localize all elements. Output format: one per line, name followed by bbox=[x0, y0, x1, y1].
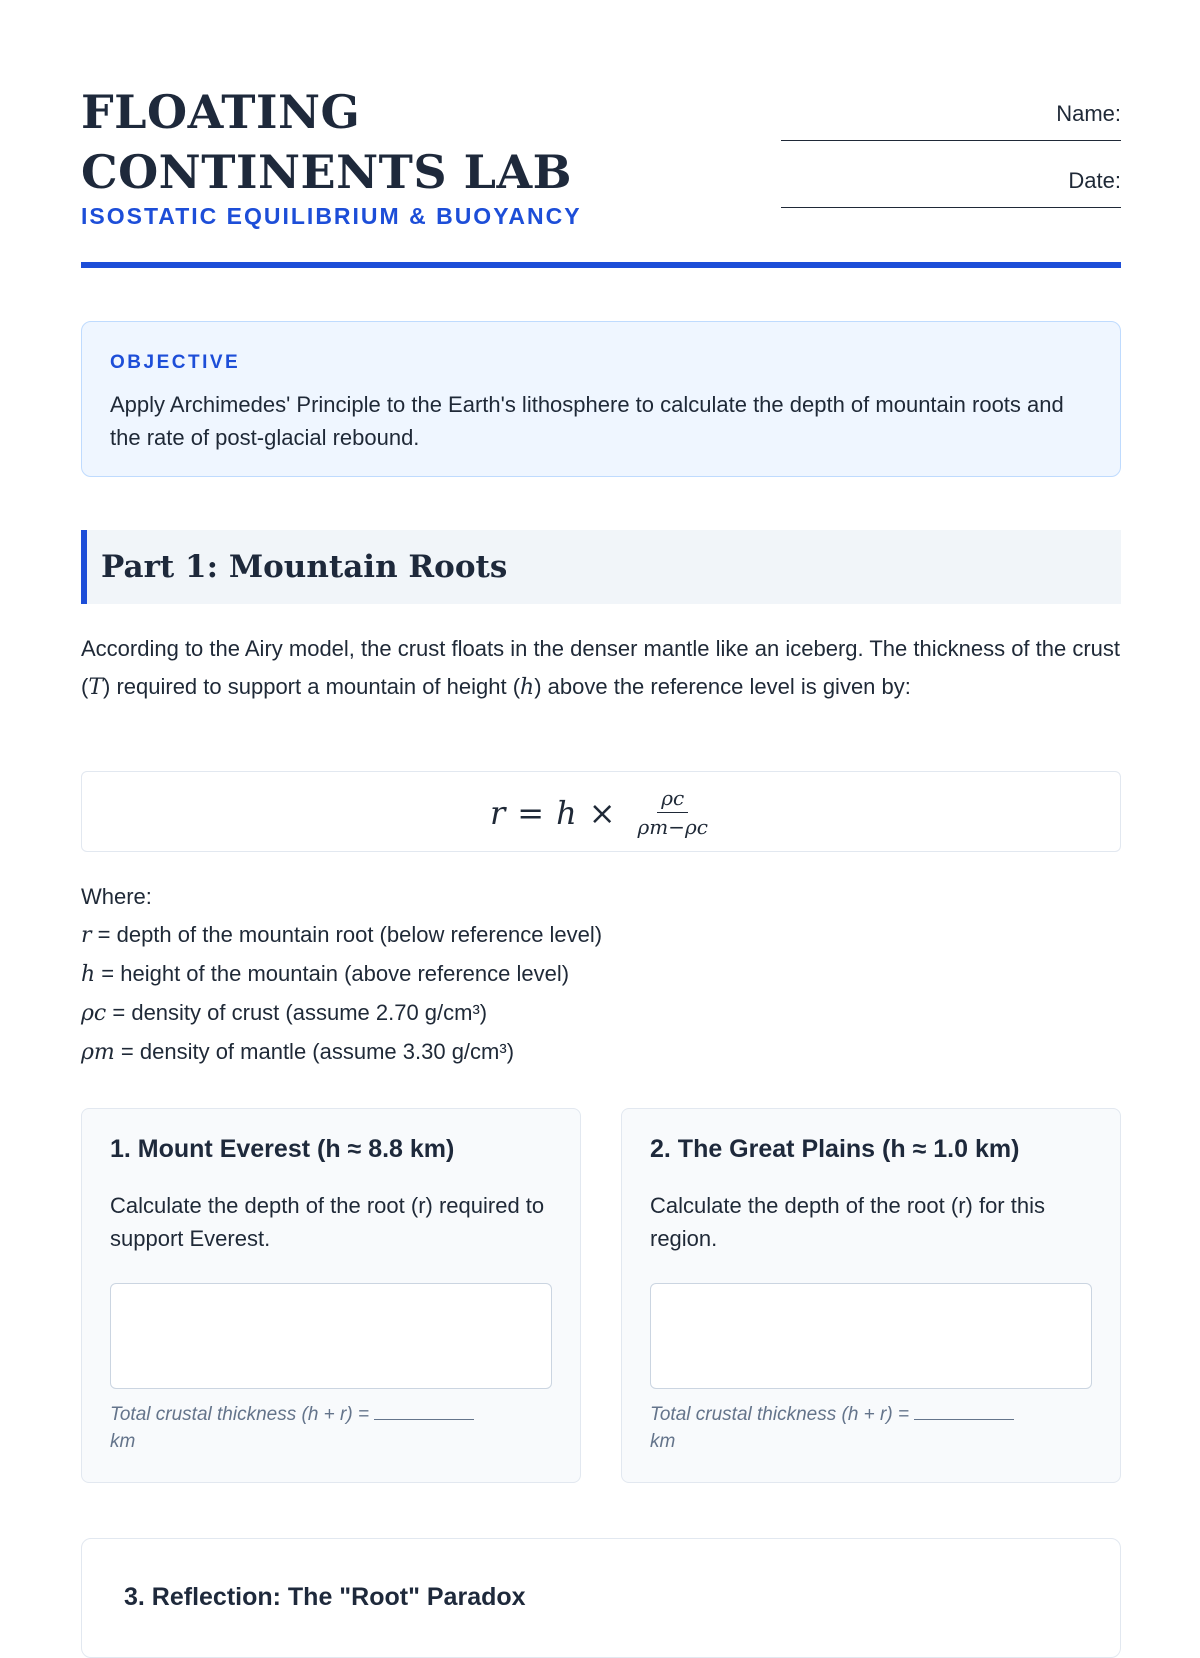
definition-h bbox=[81, 955, 1121, 994]
footer-text: Total crustal thickness (h + r) = bbox=[110, 1404, 375, 1425]
definition-symbol: ρm bbox=[81, 1040, 115, 1065]
formula-numerator: ρc bbox=[657, 786, 688, 813]
problem-footer bbox=[650, 1401, 1070, 1455]
name-label: Name: bbox=[1056, 101, 1121, 126]
footer-unit: km bbox=[110, 1431, 136, 1452]
thickness-blank[interactable] bbox=[374, 1405, 474, 1420]
formula-denominator: ρm−ρc bbox=[637, 815, 708, 839]
objective-label: OBJECTIVE bbox=[110, 352, 241, 373]
problem-card-great-plains bbox=[621, 1108, 1121, 1483]
formula-h: h bbox=[556, 793, 577, 832]
variable-definitions bbox=[81, 878, 1121, 1072]
problem-text: Calculate the depth of the root (r) required to support Everest. bbox=[110, 1193, 545, 1251]
student-fields bbox=[781, 100, 1121, 234]
date-label: Date: bbox=[1068, 168, 1121, 193]
formula-box bbox=[81, 771, 1121, 852]
objective-text: Apply Archimedes' Principle to the Earth's lithosphere to calculate the depth of mountain roots and the rate of post-glacial rebound. bbox=[110, 392, 1064, 450]
date-field[interactable] bbox=[781, 199, 1121, 208]
part-1-intro bbox=[81, 630, 1121, 707]
intro-text: ) required to support a mountain of height ( bbox=[103, 674, 521, 699]
definition-symbol: r bbox=[81, 923, 92, 948]
reflection-card bbox=[81, 1538, 1121, 1658]
problem-footer bbox=[110, 1401, 530, 1455]
definition-rho-m bbox=[81, 1033, 1121, 1072]
intro-text: ) above the reference level is given by: bbox=[534, 674, 911, 699]
formula-times: × bbox=[588, 793, 616, 832]
intro-text: According to the Airy model, the crust floats in the denser mantle like an iceberg. The thickness of the crust ( bbox=[81, 636, 1121, 699]
answer-input[interactable] bbox=[110, 1283, 552, 1389]
problem-title: 2. The Great Plains (h ≈ 1.0 km) bbox=[650, 1135, 1020, 1163]
definition-text: = density of mantle (assume 3.30 g/cm³) bbox=[114, 1039, 515, 1064]
definition-rho-c bbox=[81, 994, 1121, 1033]
header bbox=[81, 0, 1121, 268]
symbol-h: h bbox=[520, 675, 535, 700]
formula-equals: = bbox=[517, 793, 545, 832]
definition-text: = height of the mountain (above reference level) bbox=[95, 961, 570, 986]
definition-text: = depth of the mountain root (below reference level) bbox=[91, 922, 603, 947]
problem-title: 1. Mount Everest (h ≈ 8.8 km) bbox=[110, 1135, 455, 1163]
objective-box bbox=[81, 321, 1121, 477]
problem-card-everest bbox=[81, 1108, 581, 1483]
footer-text: Total crustal thickness (h + r) = bbox=[650, 1404, 915, 1425]
thickness-blank[interactable] bbox=[914, 1405, 1014, 1420]
page-subtitle: ISOSTATIC EQUILIBRIUM & BUOYANCY bbox=[81, 203, 582, 229]
definition-symbol: ρc bbox=[81, 1001, 107, 1026]
definition-text: = density of crust (assume 2.70 g/cm³) bbox=[106, 1000, 488, 1025]
formula-r: r bbox=[490, 793, 506, 832]
symbol-T: T bbox=[88, 675, 104, 700]
where-label: Where: bbox=[81, 884, 152, 909]
name-field[interactable] bbox=[781, 132, 1121, 141]
footer-unit: km bbox=[650, 1431, 676, 1452]
part-1-heading: Part 1: Mountain Roots bbox=[81, 530, 1121, 604]
formula-fraction bbox=[634, 786, 712, 839]
definition-r bbox=[81, 916, 1121, 955]
page-title: FLOATING CONTINENTS LAB bbox=[81, 85, 573, 199]
problem-text: Calculate the depth of the root (r) for this region. bbox=[650, 1193, 1045, 1251]
answer-input[interactable] bbox=[650, 1283, 1092, 1389]
airy-formula bbox=[490, 772, 712, 853]
definition-symbol: h bbox=[81, 962, 96, 987]
reflection-title: 3. Reflection: The "Root" Paradox bbox=[124, 1583, 526, 1611]
